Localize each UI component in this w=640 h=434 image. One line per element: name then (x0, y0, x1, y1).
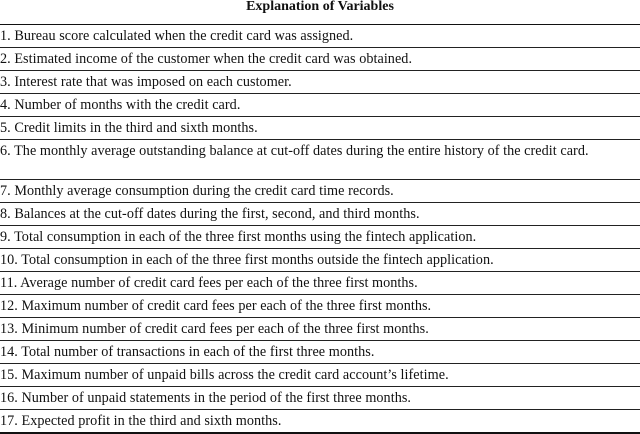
table-row: 4. Number of months with the credit card. (0, 94, 640, 117)
table-row: 16. Number of unpaid statements in the period of the first three months. (0, 387, 640, 410)
table-row: 1. Bureau score calculated when the credit card was assigned. (0, 25, 640, 48)
table-row: 6. The monthly average outstanding balance at cut-off dates during the entire history of the credit card. (0, 140, 640, 180)
variables-table (0, 24, 640, 434)
table-row: 9. Total consumption in each of the three first months using the fintech application. (0, 226, 640, 249)
table-row: 10. Total consumption in each of the three first months outside the fintech application. (0, 249, 640, 272)
table-row: 15. Maximum number of unpaid bills across the credit card account’s lifetime. (0, 364, 640, 387)
table-row: 17. Expected profit in the third and sixth months. (0, 410, 640, 434)
table-row: 2. Estimated income of the customer when the credit card was obtained. (0, 48, 640, 71)
table-row: 5. Credit limits in the third and sixth months. (0, 117, 640, 140)
table-row: 11. Average number of credit card fees per each of the three first months. (0, 272, 640, 295)
table-row: 3. Interest rate that was imposed on each customer. (0, 71, 640, 94)
table-row: 14. Total number of transactions in each of the first three months. (0, 341, 640, 364)
table-title: Explanation of Variables (246, 0, 394, 14)
table-row: 8. Balances at the cut-off dates during the first, second, and third months. (0, 203, 640, 226)
table-row: 7. Monthly average consumption during the credit card time records. (0, 180, 640, 203)
table-row: 12. Maximum number of credit card fees per each of the three first months. (0, 295, 640, 318)
table-row: 13. Minimum number of credit card fees per each of the three first months. (0, 318, 640, 341)
